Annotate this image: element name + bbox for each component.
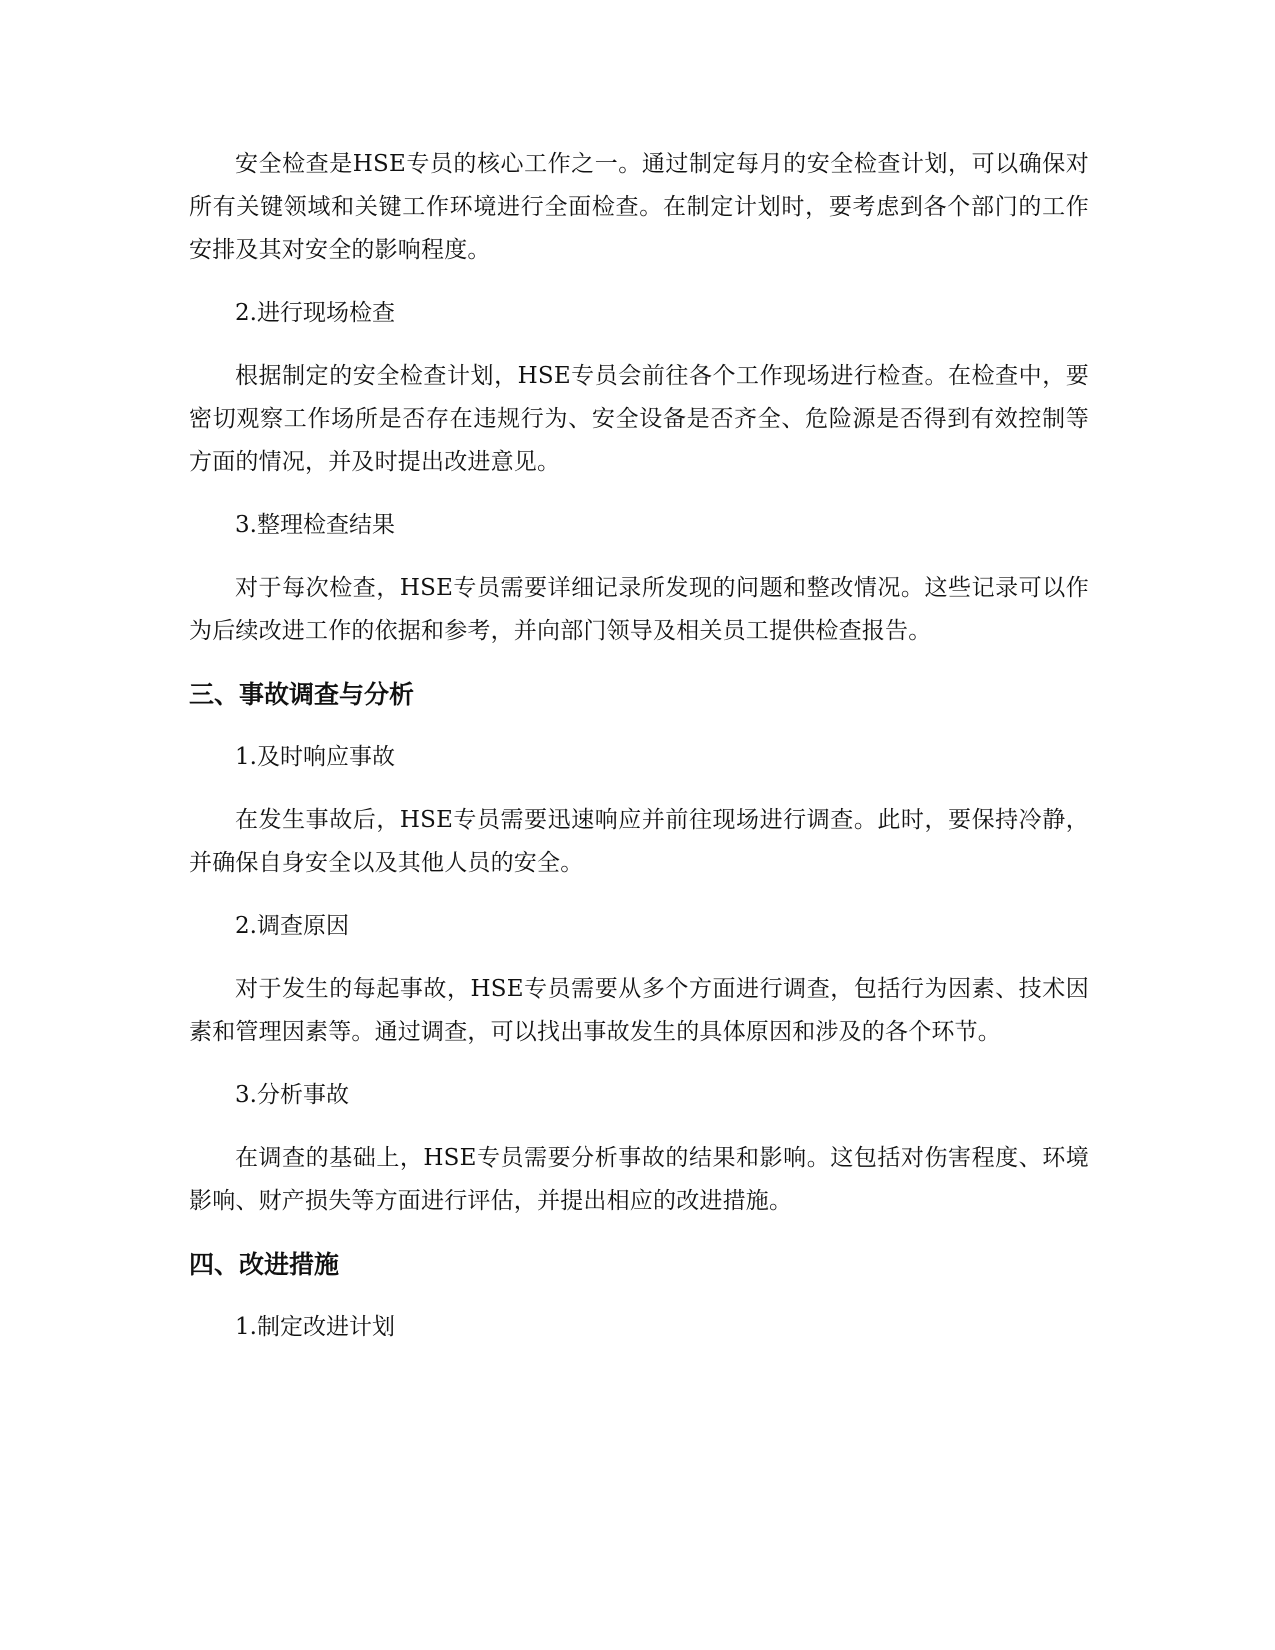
paragraph-analyze-accident: 在调查的基础上，HSE专员需要分析事故的结果和影响。这包括对伤害程度、环境影响、财产损失等方面进行评估，并提出相应的改进措施。 (189, 1145, 1089, 1214)
subheading-respond-accident: 1.及时响应事故 (235, 744, 395, 770)
document-body (189, 143, 1089, 1369)
subheading-investigate-cause: 2.调查原因 (235, 913, 349, 939)
paragraph-investigate-cause: 对于发生的每起事故，HSE专员需要从多个方面进行调查，包括行为因素、技术因素和管理因素等。通过调查，可以找出事故发生的具体原因和涉及的各个环节。 (189, 976, 1089, 1045)
paragraph-safety-inspection-plan: 安全检查是HSE专员的核心工作之一。通过制定每月的安全检查计划，可以确保对所有关键领域和关键工作环境进行全面检查。在制定计划时，要考虑到各个部门的工作安排及其对安全的影响程度。 (189, 151, 1089, 263)
subheading-improvement-plan: 1.制定改进计划 (235, 1314, 395, 1340)
paragraph-organize-results: 对于每次检查，HSE专员需要详细记录所发现的问题和整改情况。这些记录可以作为后续改进工作的依据和参考，并向部门领导及相关员工提供检查报告。 (189, 575, 1089, 644)
paragraph-respond-accident: 在发生事故后，HSE专员需要迅速响应并前往现场进行调查。此时，要保持冷静，并确保自身安全以及其他人员的安全。 (189, 807, 1089, 876)
subheading-analyze-accident: 3.分析事故 (235, 1082, 349, 1108)
section-heading-improvement-measures: 四、改进措施 (189, 1250, 340, 1279)
section-heading-accident-investigation: 三、事故调查与分析 (189, 680, 415, 709)
paragraph-onsite-inspection: 根据制定的安全检查计划，HSE专员会前往各个工作现场进行检查。在检查中，要密切观察工作场所是否存在违规行为、安全设备是否齐全、危险源是否得到有效控制等方面的情况，并及时提出改进意见。 (189, 363, 1089, 475)
subheading-organize-results: 3.整理检查结果 (235, 512, 395, 538)
subheading-onsite-inspection: 2.进行现场检查 (235, 300, 395, 326)
